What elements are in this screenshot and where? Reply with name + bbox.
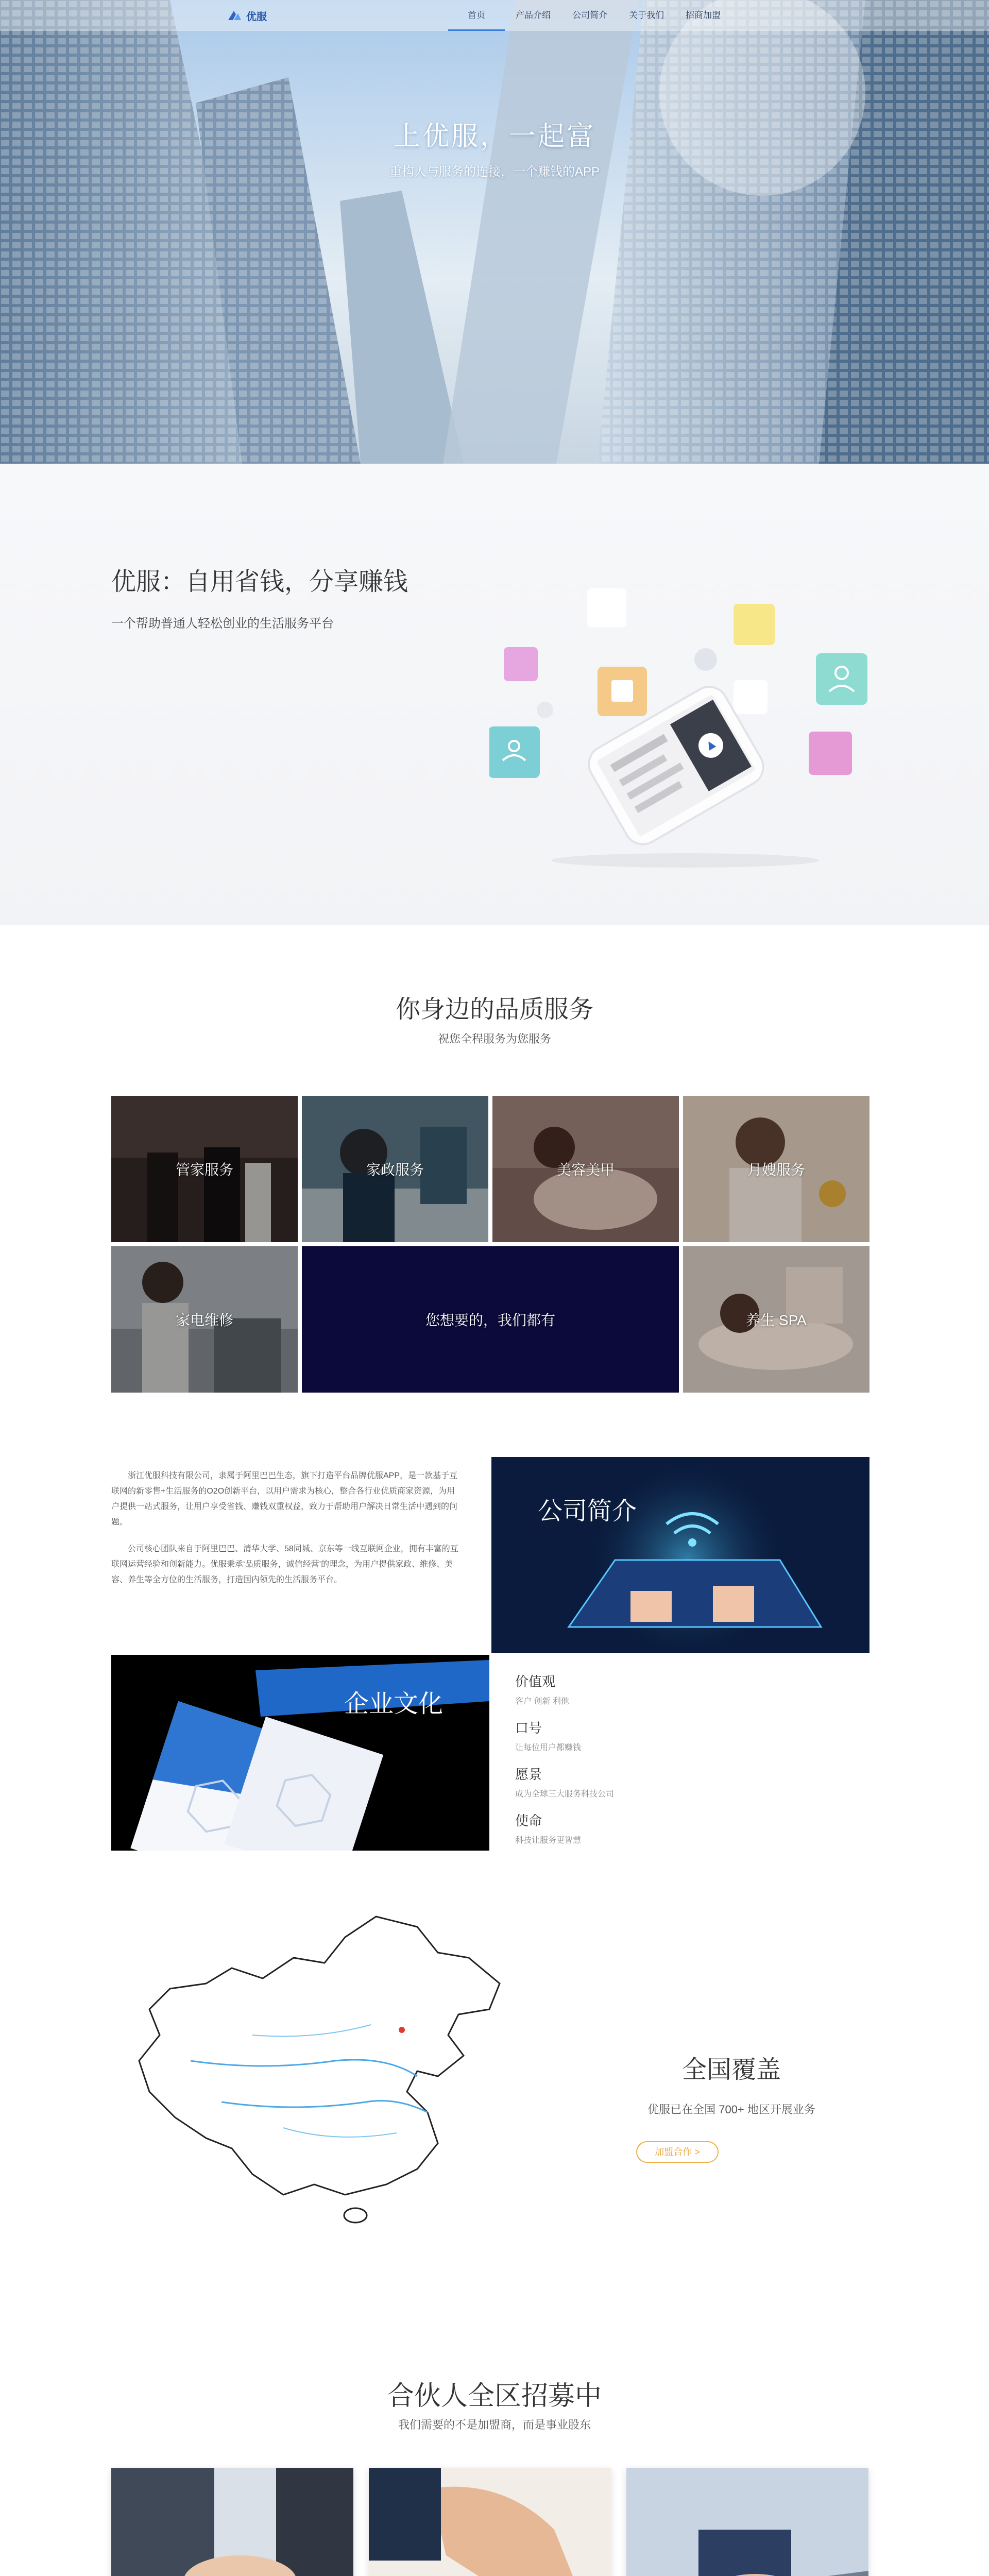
value-desc: 客户 创新 利他: [515, 1697, 569, 1706]
service-all-label: 您想要的，我们都有: [425, 1312, 555, 1328]
nav-item-company[interactable]: 公司简介: [572, 10, 607, 20]
city-buildings-image: [0, 0, 989, 464]
partner-card-support[interactable]: [626, 2468, 868, 2576]
value-desc: 科技让服务更智慧: [515, 1836, 582, 1845]
company-intro-title: 公司简介: [538, 1498, 637, 1525]
value-heading: 使命: [515, 1813, 542, 1828]
service-tile-repair[interactable]: [111, 1246, 298, 1393]
services-subtitle: 祝您全程服务为您服务: [437, 1032, 551, 1045]
company-paragraph: 公司核心团队来自于阿里巴巴、清华大学、58同城、京东等一线互联网企业，拥有丰富的互联网运营经验和创新能力。优服秉承‘品质服务，诚信经营’的理念，为用户提供家政、维修、美容、养生等全方位的生活服务，打造国内领先的生活服务平台。: [111, 1545, 458, 1584]
partner-card-profit[interactable]: [369, 2468, 611, 2576]
value-desc: 让每位用户都赚钱: [515, 1743, 582, 1752]
company-description: [111, 1468, 462, 1599]
service-label: 养生 SPA: [746, 1312, 807, 1328]
partner-card-cooperation[interactable]: [111, 2468, 353, 2576]
service-label: 家电维修: [175, 1312, 233, 1328]
service-label: 管家服务: [175, 1162, 233, 1178]
services-title: 你身边的品质服务: [395, 996, 593, 1023]
intro-section: [0, 464, 989, 925]
culture-values: [515, 1667, 614, 1857]
value-heading: 愿景: [515, 1767, 542, 1782]
hero-banner: [0, 0, 989, 464]
coverage-desc: 优服已在全国 700+ 地区开展业务: [647, 2103, 815, 2116]
value-heading: 价值观: [515, 1674, 556, 1689]
service-tile-all[interactable]: [302, 1246, 679, 1393]
service-tile-butler[interactable]: [111, 1096, 298, 1242]
top-nav: [0, 0, 989, 31]
intro-desc: 一个帮助普通人轻松创业的生活服务平台: [111, 617, 334, 631]
coverage-title: 全国覆盖: [681, 2056, 781, 2083]
company-paragraph: 浙江优服科技有限公司，隶属于阿里巴巴生态，旗下打造平台品牌优服APP，是一款基于互联网的新零售+生活服务的O2O创新平台，以用户需求为核心，整合各行业优质商家资源，为用户提供一站式服务，让用户享受省钱、赚钱双重权益，致力于帮助用户解决日常生活中遇到的问题。: [111, 1471, 458, 1527]
culture-title: 企业文化: [344, 1690, 444, 1718]
intro-title: 优服：自用省钱，分享赚钱: [111, 568, 408, 596]
nav-item-products[interactable]: 产品介绍: [516, 10, 551, 20]
phone-app-illustration: [489, 582, 901, 871]
main-menu: [448, 0, 731, 31]
company-intro-panel: [491, 1457, 869, 1653]
logo-icon: [227, 9, 242, 22]
service-label: 美容美甲: [556, 1162, 615, 1178]
service-tile-housekeeping[interactable]: [302, 1096, 488, 1242]
hero-subtitle: 重构人与服务的连接，一个赚钱的APP: [389, 165, 600, 179]
logo-text: 优服: [246, 11, 267, 23]
partner-title: 合伙人全区招募中: [387, 2381, 602, 2411]
handshake-photo: [111, 2468, 353, 2576]
partner-subtitle: 我们需要的不是加盟商，而是事业股东: [398, 2418, 591, 2431]
nav-item-home[interactable]: 首页: [448, 0, 505, 31]
service-label: 月嫂服务: [747, 1162, 805, 1178]
value-desc: 成为全球三大服务科技公司: [515, 1790, 615, 1799]
service-tile-spa[interactable]: [683, 1246, 869, 1393]
join-cooperation-button[interactable]: 加盟合作 >: [636, 2141, 719, 2163]
service-label: 家政服务: [366, 1162, 424, 1178]
service-tile-nanny[interactable]: [683, 1096, 869, 1242]
nav-item-join[interactable]: 招商加盟: [686, 10, 721, 20]
hero-title: 上优服，一起富: [393, 122, 595, 151]
nav-item-about[interactable]: 关于我们: [629, 10, 664, 20]
service-tile-beauty[interactable]: [492, 1096, 679, 1242]
culture-panel: [111, 1655, 489, 1851]
coins-photo: [369, 2468, 611, 2576]
china-map: [129, 1906, 520, 2226]
laptop-typing-photo: [626, 2468, 868, 2576]
tech-laptop-image: [491, 1457, 869, 1653]
brand-logo[interactable]: [227, 7, 267, 24]
value-heading: 口号: [515, 1720, 542, 1736]
